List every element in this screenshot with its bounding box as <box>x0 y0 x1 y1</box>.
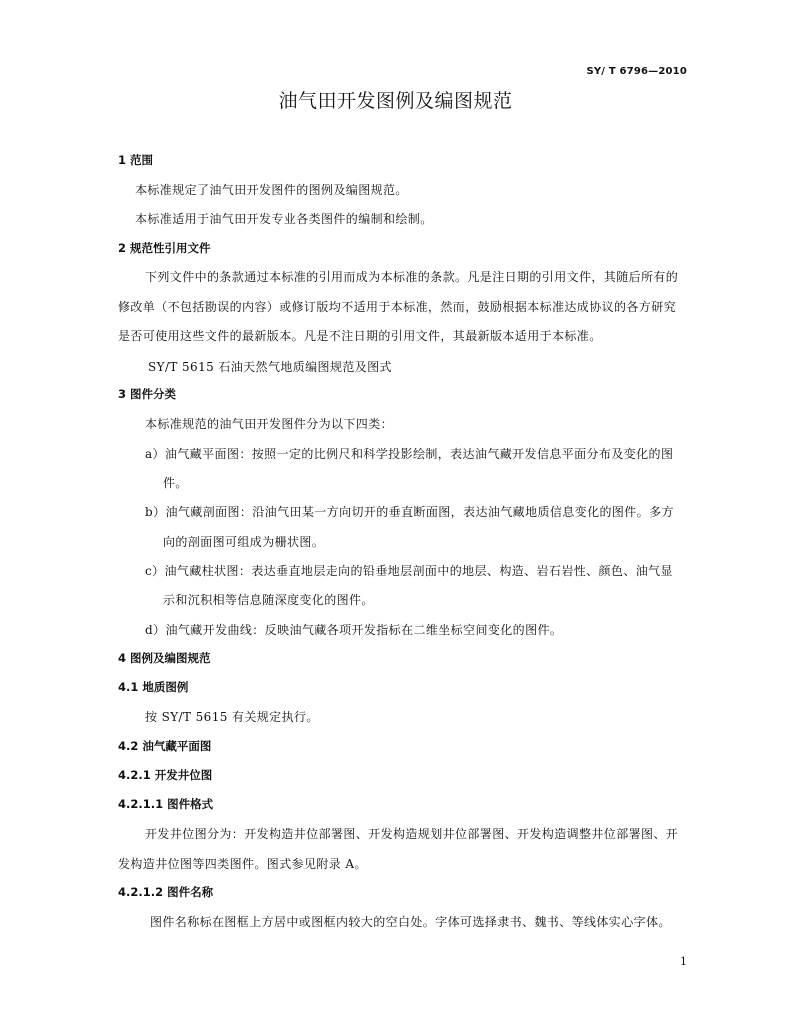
list-item-b-line-1: b）油气藏剖面图：沿油气田某一方向切开的垂直断面图，表达油气藏地质信息变化的图件。多方 <box>145 505 674 519</box>
section-1-paragraph-1: 本标准规定了油气田开发图件的图例及编图规范。 <box>135 183 408 197</box>
section-4-heading: 4 图例及编图规范 <box>118 651 211 665</box>
section-3-heading: 3 图件分类 <box>118 387 177 401</box>
section-3-intro: 本标准规范的油气田开发图件分为以下四类： <box>145 417 394 431</box>
section-4-2-heading: 4.2 油气藏平面图 <box>118 739 212 753</box>
document-title: 油气田开发图例及编图规范 <box>278 90 513 112</box>
section-4-2-1-1-heading: 4.2.1.1 图件格式 <box>118 797 214 811</box>
section-1-paragraph-2: 本标准适用于油气田开发专业各类图件的编制和绘制。 <box>135 212 433 226</box>
section-4-1-paragraph: 按 SY/T 5615 有关规定执行。 <box>145 710 319 724</box>
section-2-paragraph-line-1: 下列文件中的条款通过本标准的引用而成为本标准的条款。凡是注日期的引用文件，其随后所有的 <box>145 270 679 284</box>
list-item-d-line-1: d）油气藏开发曲线：反映油气藏各项开发指标在二维坐标空间变化的图件。 <box>145 623 563 637</box>
section-4-2-1-1-line-1: 开发井位图分为：开发构造井位部署图、开发构造规划井位部署图、开发构造调整井位部署图、开 <box>145 827 679 841</box>
section-4-2-1-heading: 4.2.1 开发井位图 <box>118 768 213 782</box>
list-item-c-line-2: 示和沉积相等信息随深度变化的图件。 <box>163 593 374 607</box>
list-item-c-line-1: c）油气藏柱状图：表达垂直地层走向的铅垂地层剖面中的地层、构造、岩石岩性、颜色、油气显 <box>145 564 673 578</box>
section-4-2-1-1-line-2: 发构造井位图等四类图件。图式参见附录 A。 <box>118 857 367 871</box>
section-2-reference: SY/T 5615 石油天然气地质编图规范及图式 <box>148 360 392 374</box>
page-number: 1 <box>680 955 687 968</box>
list-item-b-line-2: 向的剖面图可组成为栅状图。 <box>163 535 325 549</box>
list-item-a-line-1: a）油气藏平面图：按照一定的比例尺和科学投影绘制，表达油气藏开发信息平面分布及变化的图 <box>145 447 674 461</box>
section-2-heading: 2 规范性引用文件 <box>118 241 211 255</box>
section-4-1-heading: 4.1 地质图例 <box>118 680 189 694</box>
section-2-paragraph-line-2: 修改单（不包括勘误的内容）或修订版均不适用于本标准，然而，鼓励根据本标准达成协议的各方研究 <box>118 300 677 314</box>
section-1-heading: 1 范围 <box>118 153 154 167</box>
standard-code: SY/ T 6796—2010 <box>586 66 687 77</box>
section-4-2-1-2-paragraph: 图件名称标在图框上方居中或图框内较大的空白处。字体可选择隶书、魏书、等线体实心字体。 <box>150 915 671 929</box>
section-2-paragraph-line-3: 是否可使用这些文件的最新版本。凡是不注日期的引用文件，其最新版本适用于本标准。 <box>118 329 602 343</box>
section-4-2-1-2-heading: 4.2.1.2 图件名称 <box>118 885 214 899</box>
list-item-a-line-2: 件。 <box>163 476 188 490</box>
